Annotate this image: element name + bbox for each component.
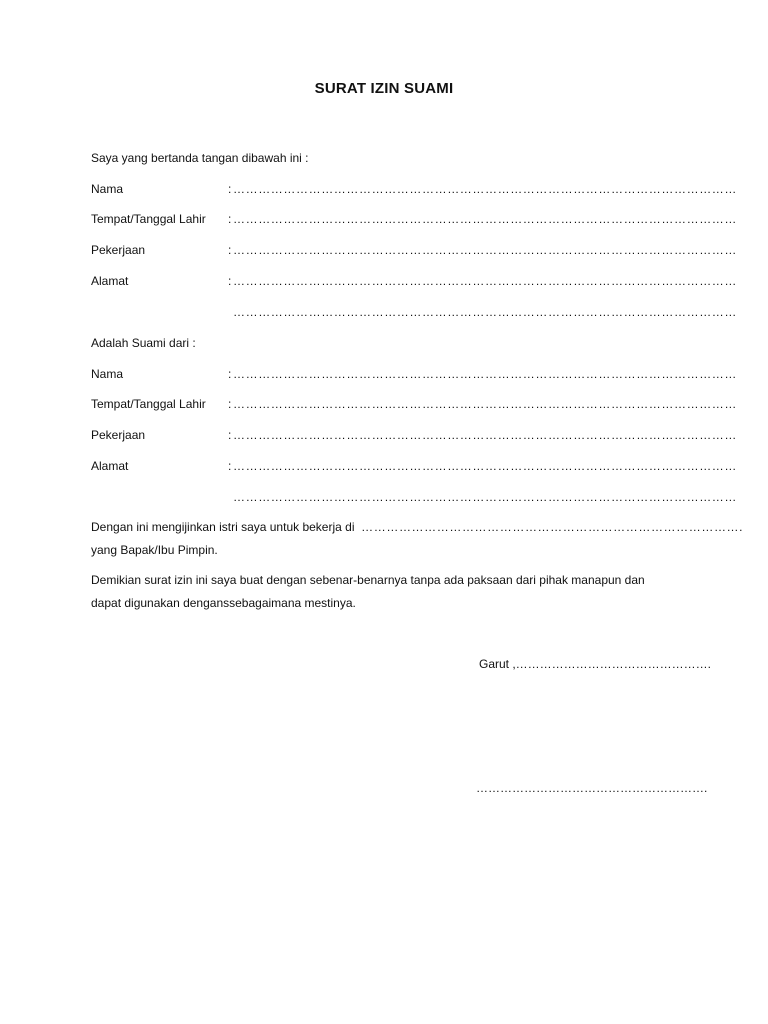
field-label: Tempat/Tanggal Lahir [91,212,206,226]
field-colon: : [228,459,232,473]
fill-in-dots[interactable]: ………………………………………………………………………………………………………… [233,182,737,196]
husband-job-row [91,243,737,259]
wife-intro-text: Adalah Suami dari : [91,336,196,350]
place-date-field[interactable]: Garut ,…………………………………………. [479,657,712,671]
husband-birth-row [91,212,737,228]
wife-address-row [91,459,737,475]
fill-in-dots[interactable]: ………………………………………………………………………………………………………… [233,274,737,288]
fill-in-dots[interactable]: ………………………………………………………………………………………………………… [233,367,737,381]
permission-line-1 [91,520,743,534]
field-label: Nama [91,367,124,381]
field-colon: : [228,274,232,288]
field-colon: : [228,397,232,411]
field-label: Alamat [91,274,129,288]
fill-in-dots[interactable]: ………………………………………………………………………………………………………… [233,243,737,257]
fill-in-dots[interactable]: ………………………………………………………………………………………………………… [233,212,737,226]
wife-job-row [91,428,737,444]
field-colon: : [228,243,232,257]
fill-in-dots[interactable]: ………………………………………………………………………………………………………… [233,428,737,442]
field-label: Alamat [91,459,129,473]
field-colon: : [228,367,232,381]
document-title: SURAT IZIN SUAMI [314,80,454,97]
wife-birth-row [91,397,737,413]
field-colon: : [228,428,232,442]
field-colon: : [228,182,232,196]
intro-text: Saya yang bertanda tangan dibawah ini : [91,151,309,165]
wife-address-continuation[interactable]: ………………………………………………………………………………………………………… [233,490,737,504]
husband-address-continuation[interactable]: ………………………………………………………………………………………………………… [233,305,737,319]
closing-line-1: Demikian surat izin ini saya buat dengan sebenar-benarnya tanpa ada paksaan dari pihak manapun dan [91,573,645,587]
field-label: Tempat/Tanggal Lahir [91,397,206,411]
wife-name-row [91,367,737,383]
fill-in-dots[interactable]: ………………………………………………………………………………………………………… [233,459,737,473]
husband-address-row [91,274,737,290]
fill-in-dots[interactable]: ………………………………………………………………………………………………………… [233,397,737,411]
husband-name-row [91,182,737,198]
field-label: Pekerjaan [91,428,146,442]
permission-line-2: yang Bapak/Ibu Pimpin. [91,543,218,557]
closing-line-2: dapat digunakan denganssebagaimana mestinya. [91,596,356,610]
field-colon: : [228,212,232,226]
field-label: Nama [91,182,124,196]
field-label: Pekerjaan [91,243,146,257]
signature-line[interactable]: …………………………………………………. [476,781,708,795]
workplace-fill-in-dots[interactable]: ………………………………………………………………………………. [361,520,744,534]
permission-text: Dengan ini mengijinkan istri saya untuk bekerja di [91,520,355,534]
